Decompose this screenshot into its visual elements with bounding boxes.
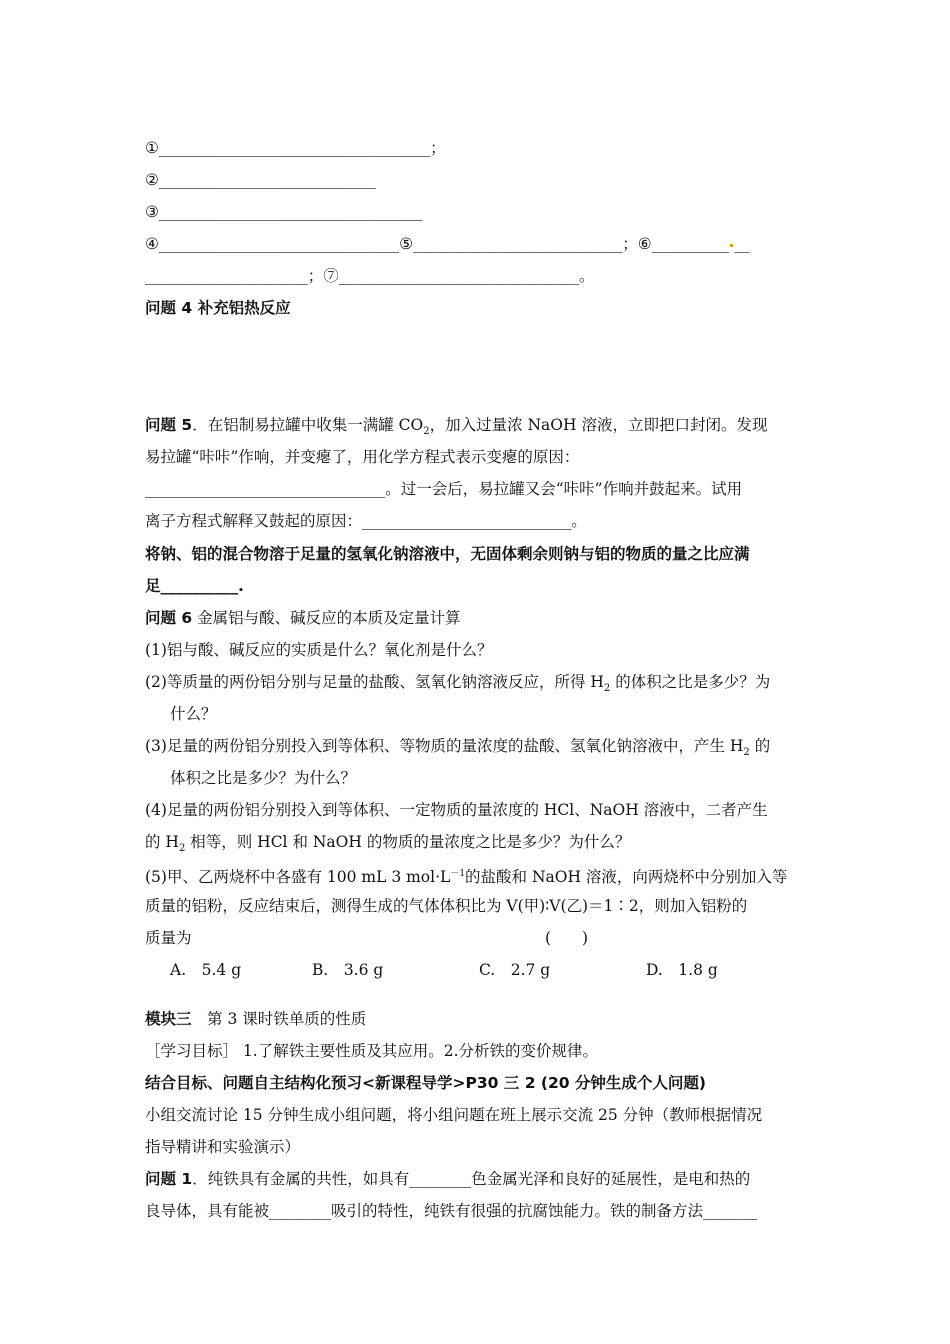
q6-p2b: 什么？	[170, 705, 217, 723]
answer-paren: ( )	[545, 929, 589, 947]
q6-p5a-sup: －1	[450, 869, 466, 879]
q6-p2a	[145, 672, 807, 699]
module3-q1-line-2: 良导体，具有能被________吸引的特性，纯铁有很强的抗腐蚀能力。铁的制备方法_______	[145, 1202, 758, 1220]
q5-bold-1: 将钠、铝的混合物溶于足量的氢氧化钠溶液中，无固体剩余则钠与铝的物质的量之比应满	[145, 545, 750, 563]
option-a: A. 5.4 g	[170, 961, 242, 979]
q6-p2a-rest: 的体积之比是多少？为	[610, 673, 771, 691]
module3-group-2: 指导精讲和实验演示）	[145, 1138, 301, 1156]
module3-group-1: 小组交流讨论 15 分钟生成小组问题，将小组问题在班上展示交流 25 分钟（教师根据情况	[145, 1106, 763, 1124]
blank-line-1: ①___________________________________；	[145, 139, 446, 157]
option-b: B. 3.6 g	[312, 961, 384, 979]
module3-q1-line-1	[145, 1169, 807, 1189]
q5-line-4: 离子方程式解释又鼓起的原因：___________________________。	[145, 512, 587, 530]
q6-p3a-rest: 的	[749, 737, 771, 755]
blank-line-4	[145, 234, 807, 254]
q6-label: 问题 6	[145, 609, 193, 627]
q6-p4b-sub: 2	[178, 843, 186, 855]
q6-p2a-sub: 2	[603, 683, 611, 695]
q5-line-1	[145, 415, 807, 442]
q6-p5a-rest: 的盐酸和 NaOH 溶液，向两烧杯中分别加入等	[465, 868, 788, 887]
q5-label: 问题 5	[145, 416, 193, 434]
module3-goal: ［学习目标］ 1.了解铁主要性质及其应用。2.分析铁的变价规律。	[145, 1042, 599, 1060]
q5-line-3: _______________________________。过一会后，易拉罐又会“咔咔”作响并鼓起来。试用	[145, 480, 743, 498]
q6-p1: (1)铝与酸、碱反应的实质是什么？氧化剂是什么？	[145, 641, 493, 659]
q6-p5c-text: 质量为	[145, 929, 192, 947]
q6-p4b-pre: 的 H	[145, 833, 179, 851]
q6-p5c	[145, 928, 807, 948]
q6-p3a-sub: 2	[743, 747, 750, 759]
q6-title	[145, 608, 807, 628]
module3-label: 模块三	[145, 1010, 192, 1028]
marker-dot-icon	[730, 244, 733, 247]
q4-title: 问题 4 补充铝热反应	[145, 299, 291, 317]
q5-text-1: ．在铝制易拉罐中收集一满罐 CO	[192, 416, 424, 434]
q5-bold-2: 足__________.	[145, 577, 244, 595]
blank-line-5: _____________________；⑦_______________________________。	[145, 267, 595, 285]
blank-line-4-tail: __	[734, 235, 750, 253]
q6-p2a-text: (2)等质量的两份铝分别与足量的盐酸、氢氧化钠溶液反应，所得 H	[145, 673, 604, 691]
blank-line-4-text: ④_______________________________⑤___________________________；⑥__________	[145, 235, 730, 253]
blank-line-2: ②____________________________	[145, 171, 376, 189]
q6-p4b	[145, 832, 807, 859]
q6-p5a	[145, 864, 807, 887]
q5-sub-1: 2	[423, 426, 430, 438]
module3-q1-label: 问题 1	[145, 1170, 193, 1188]
module3-title-text: 第 3 课时铁单质的性质	[191, 1010, 367, 1028]
q6-p4b-rest: 相等，则 HCl 和 NaOH 的物质的量浓度之比是多少？为什么？	[185, 833, 631, 851]
q6-title-text: 金属铝与酸、碱反应的本质及定量计算	[192, 609, 461, 627]
blank-line-3: ③__________________________________	[145, 203, 423, 221]
module3-q1-text-1: ．纯铁具有金属的共性，如具有________色金属光泽和良好的延展性，是电和热的	[192, 1170, 751, 1188]
module3-preview: 结合目标、问题自主结构化预习<新课程导学>P30 三 2 (20 分钟生成个人问题)	[145, 1074, 707, 1092]
q6-p3b: 体积之比是多少？为什么？	[170, 769, 357, 787]
q5-text-1b: ，加入过量浓 NaOH 溶液，立即把口封闭。发现	[429, 416, 768, 434]
q6-p5b: 质量的铝粉，反应结束后，测得生成的气体体积比为 V(甲)∶V(乙)＝1∶2，则加入铝粉的	[145, 897, 748, 915]
option-c: C. 2.7 g	[479, 961, 551, 979]
q6-p5a-pre: (5)甲、乙两烧杯中各盛有 100 mL 3 mol·L	[145, 868, 451, 887]
q5-line-2: 易拉罐“咔咔”作响，并变瘪了，用化学方程式表示变瘪的原因：	[145, 448, 580, 466]
option-d: D. 1.8 g	[646, 961, 718, 979]
module3-title	[145, 1009, 807, 1029]
q6-p3a-text: (3)足量的两份铝分别投入到等体积、等物质的量浓度的盐酸、氢氧化钠溶液中，产生 H	[145, 737, 744, 755]
q6-p3a	[145, 736, 807, 763]
q6-p4a: (4)足量的两份铝分别投入到等体积、一定物质的量浓度的 HCl、NaOH 溶液中，二者产生	[145, 801, 768, 819]
